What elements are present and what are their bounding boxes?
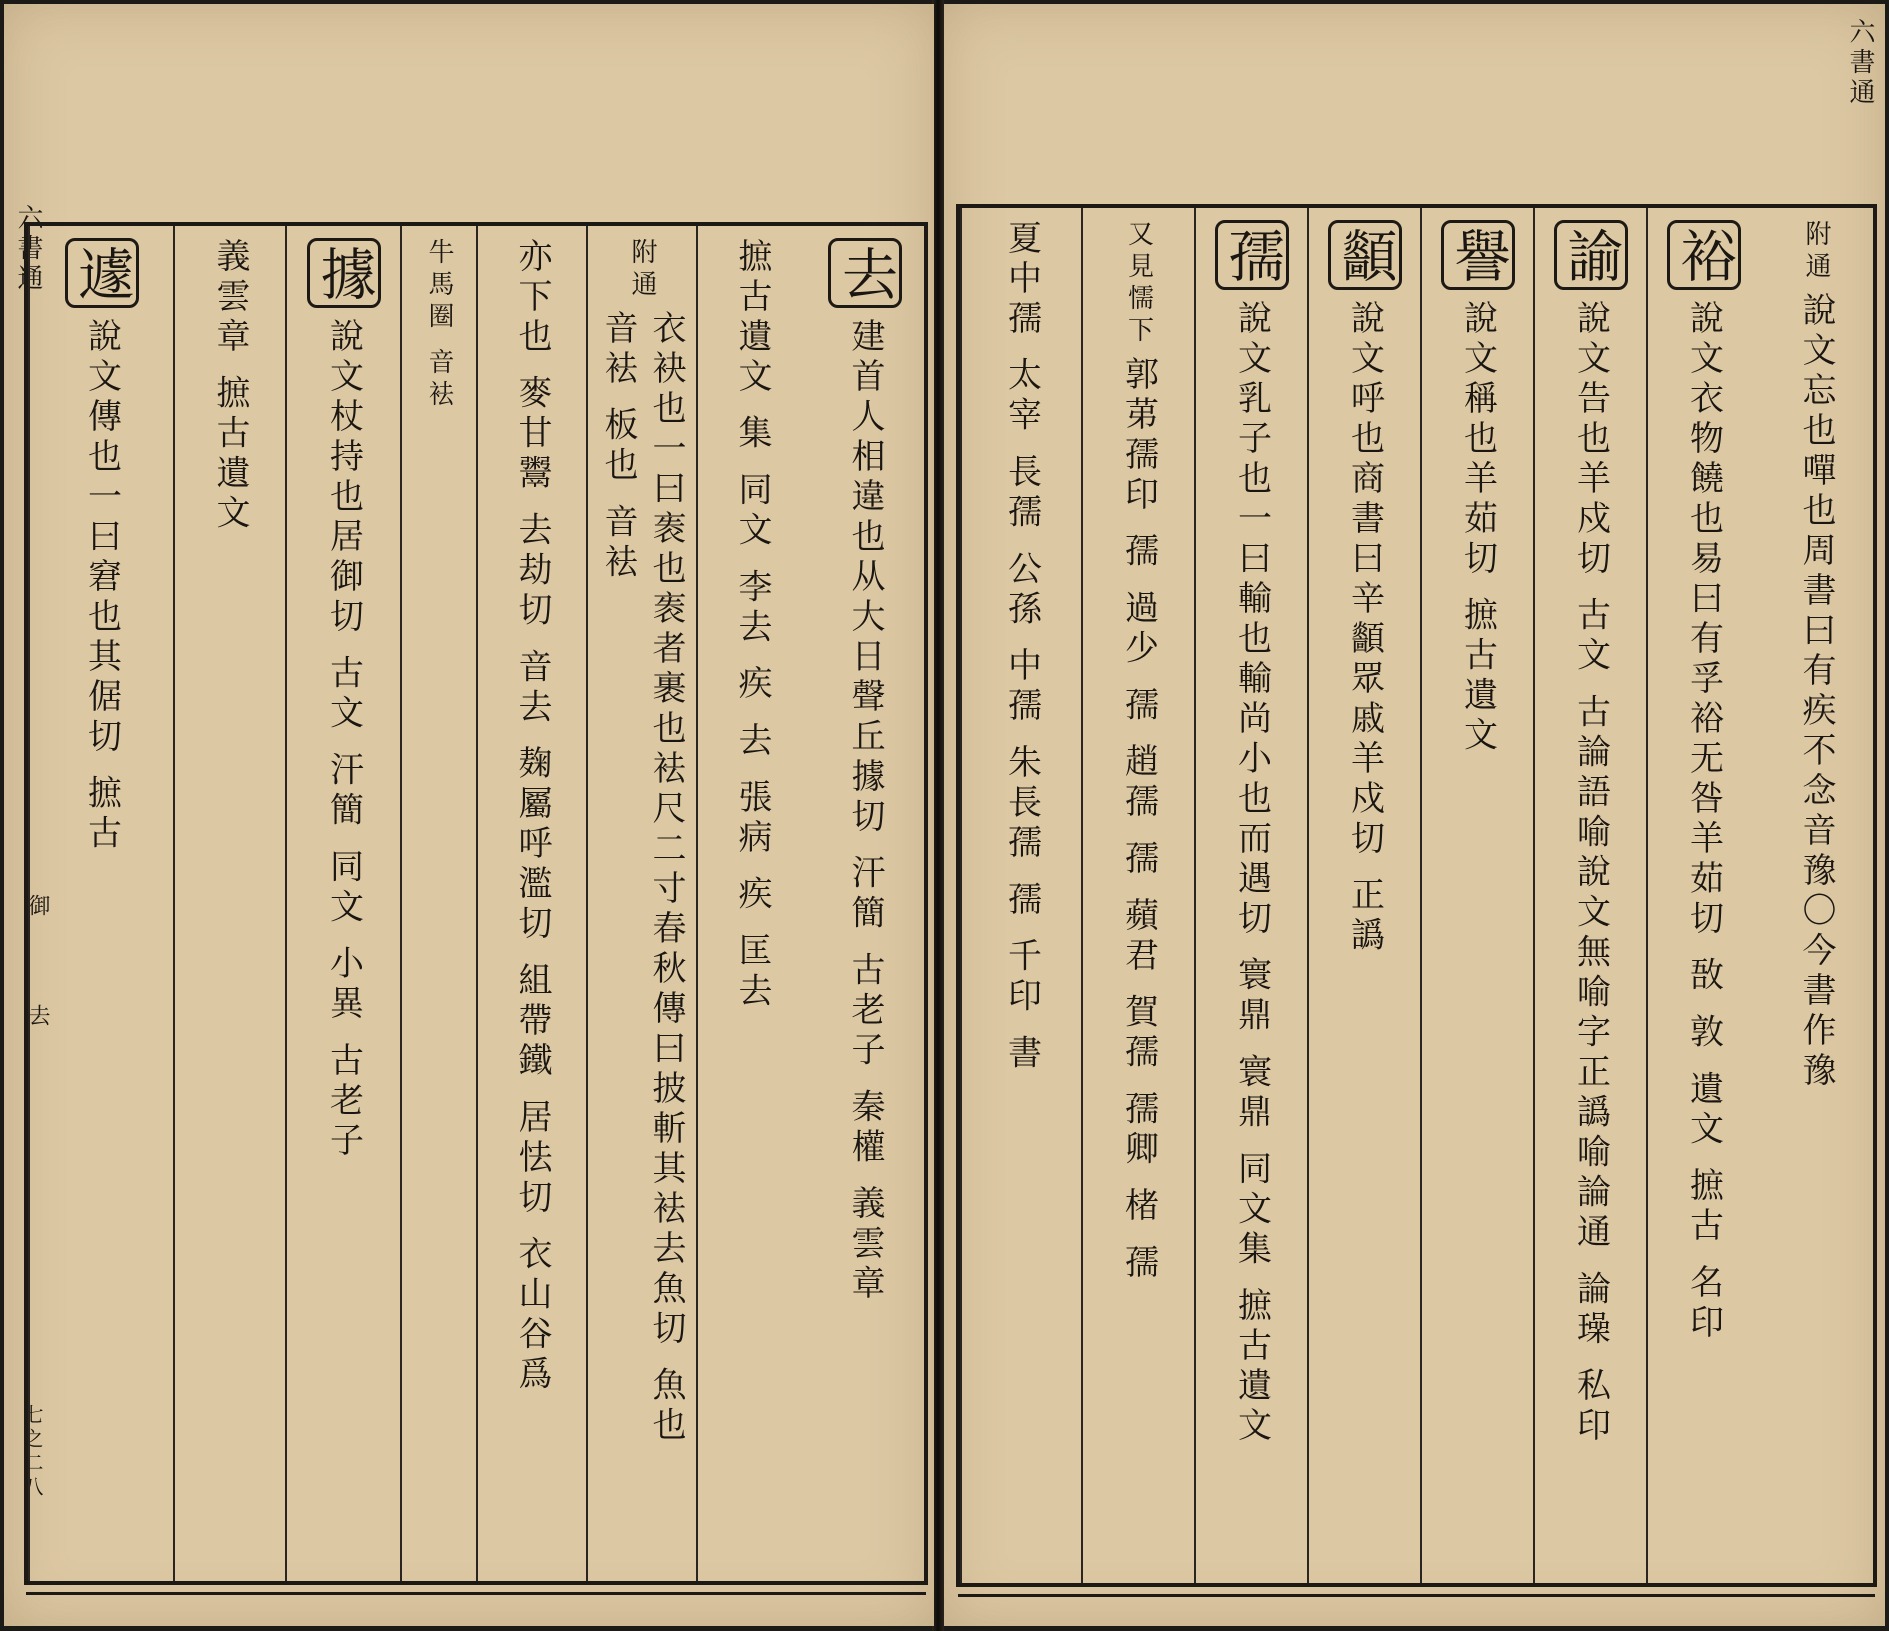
col-text: 郭苐孺印 孺 過少 孺 趙孺 孺 蘋君 賀孺 孺卿 楮 孺	[1118, 356, 1159, 1285]
left-page	[4, 4, 934, 1626]
right-col-4	[1420, 208, 1533, 1583]
left-fishtail-tone: 去	[25, 1004, 50, 1030]
right-col-1	[1759, 208, 1873, 1583]
right-page	[942, 4, 1885, 1626]
left-col-6	[285, 226, 400, 1581]
col-text: 說文杖持也居御切 古文 汗簡 同文 小異 古老子	[323, 318, 364, 1163]
col-text: 摭古遺文 集 同文 李去 疾 去 張病 疾 匡去	[732, 238, 772, 1013]
left-col-8	[28, 226, 173, 1581]
left-col-1	[806, 226, 924, 1581]
right-col-8	[960, 208, 1081, 1583]
col-text: 說文忘也嘽也周書曰有疾不念音豫〇今書作豫	[1796, 292, 1836, 1092]
col-text: 說文呼也商書曰辛顲眾戚羊戍切 正譌	[1344, 300, 1385, 957]
right-print-frame	[956, 204, 1877, 1587]
col-label: 附通	[627, 238, 657, 302]
left-col-3	[586, 226, 696, 1581]
left-col-2	[696, 226, 806, 1581]
right-col-7	[1081, 208, 1194, 1583]
right-col-6	[1194, 208, 1307, 1583]
col-text: 夏中孺 太宰 長孺 公孫 中孺 朱長孺 孺 千印 書	[1001, 220, 1042, 1075]
col-text: 說文稱也羊茹切 摭古遺文	[1457, 300, 1498, 757]
entry-head: 顲	[1328, 220, 1402, 290]
col-text: 衣袂也一曰袠也袠者裹也袪尺二寸春秋傳曰披斬其袪去魚切 魚也 音袪 板也 音袪	[598, 310, 686, 1447]
entry-head: 孺	[1215, 220, 1289, 290]
right-col-2	[1646, 208, 1759, 1583]
col-text: 建首人相違也从大日聲丘據切 汗簡 古老子 秦權 義雲章	[845, 318, 885, 1306]
left-fishtail-juan: 御	[25, 894, 50, 920]
right-col-3	[1533, 208, 1646, 1583]
entry-head: 去	[828, 238, 902, 308]
col-text: 亦下也 麥甘鬻 去劫切 音去 麹屬呼濫切 組帶鐵 居怯切 衣山谷爲	[512, 238, 552, 1396]
entry-head: 譽	[1441, 220, 1515, 290]
col-text: 牛馬圈 音袪	[424, 238, 454, 413]
left-col-7	[173, 226, 285, 1581]
left-print-frame	[24, 222, 928, 1585]
right-fishtail-title: 六書通	[1845, 18, 1875, 108]
col-label: 附通	[1801, 220, 1831, 284]
col-text: 說文乳子也一曰輸也輸尚小也而遇切 寰鼎 寰鼎 同文集 摭古遺文	[1231, 300, 1272, 1448]
entry-head: 遽	[65, 238, 139, 308]
col-label: 又見懦下	[1123, 220, 1154, 348]
entry-head: 裕	[1667, 220, 1741, 290]
right-col-5	[1307, 208, 1420, 1583]
entry-head: 諭	[1554, 220, 1628, 290]
col-text: 義雲章 摭古遺文	[210, 238, 250, 535]
left-fishtail-title: 六書通	[13, 204, 43, 294]
left-col-4	[476, 226, 586, 1581]
col-text: 說文告也羊戍切 古文 古論語喻說文無喻字正譌喻論通 論璪 私印	[1570, 300, 1611, 1448]
left-col-5	[400, 226, 476, 1581]
entry-head: 據	[307, 238, 381, 308]
page-number: 七之二八	[20, 1404, 44, 1500]
col-text: 說文傳也一曰窘也其倨切 摭古	[81, 318, 122, 855]
col-text: 說文衣物饒也易曰有孚裕无咎羊茹切 敔 敦 遺文 摭古 名印	[1683, 300, 1724, 1345]
